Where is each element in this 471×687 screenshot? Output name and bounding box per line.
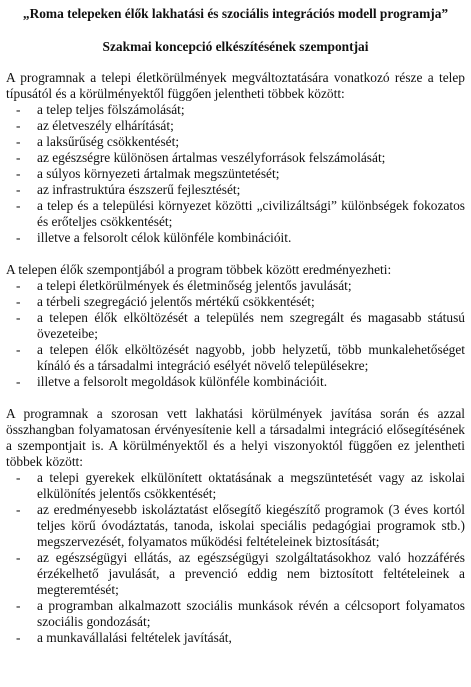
paragraph-gap [6, 246, 465, 262]
list-item-text: illetve a felsorolt megoldások különféle kombinációit. [37, 374, 328, 389]
list-item-text: a telep teljes fölszámolását; [37, 102, 185, 117]
section-1-intro: A programnak a telepi életkörülmények megváltoztatására vonatkozó része a telep típusától és a körülményektől függően jelentheti többek között: [6, 70, 465, 101]
section-2-intro: A telepen élők szempontjából a program többek között eredményezheti: [6, 262, 392, 277]
list-item [6, 230, 465, 246]
list-item [6, 294, 465, 310]
list-item-text: a súlyos környezeti ártalmak megszüntetését; [37, 166, 280, 181]
dash-bullet: - [16, 198, 21, 213]
list-item [6, 118, 465, 134]
list-item-text: a telepi életkörülmények és életminőség jelentős javulását; [37, 278, 352, 293]
list-item-text: a telepen élők elköltözését a település nem szegregált és magasabb státusú övezeteibe; [37, 310, 465, 341]
list-item [6, 310, 465, 342]
list-item [6, 150, 465, 166]
section-1-list [6, 102, 465, 246]
dash-bullet: - [16, 630, 21, 645]
list-item-text: az eredményesebb iskoláztatást elősegítő kiegészítő programok (3 éves kortól teljes körű óvodáztatás, tanoda, iskolai speciális pedagógiai programok stb.) megszervezését, folyamatos működési feltételeinek biztosítását; [37, 502, 465, 549]
dash-bullet: - [16, 598, 21, 613]
section-3-list [6, 470, 465, 646]
dash-bullet: - [16, 550, 21, 565]
document-subtitle: Szakmai koncepció elkészítésének szempontjai [102, 39, 369, 54]
dash-bullet: - [16, 310, 21, 325]
section-3-intro: A programnak a szorosan vett lakhatási körülmények javítása során és azzal összhangban folyamatosan érvényesítenie kell a társadalmi integráció elősegítésének a szempontjait is. A körülményektől és a helyi viszonyoktól függően ez jelentheti többek között: [6, 406, 465, 469]
list-item-text: az egészségügyi ellátás, az egészségügyi szolgáltatásokhoz való hozzáférés érzékelhető javulását, a prevenció eddig nem biztosított feltételeinek a megteremtését; [37, 550, 465, 597]
list-item [6, 630, 465, 646]
dash-bullet: - [16, 166, 21, 181]
list-item [6, 502, 465, 550]
document-title: „Roma telepeken élők lakhatási és szociális integrációs modell programja” [22, 6, 449, 21]
list-item-text: a programban alkalmazott szociális munkások révén a célcsoport folyamatos szociális gondozását; [37, 598, 465, 629]
dash-bullet: - [16, 502, 21, 517]
dash-bullet: - [16, 374, 21, 389]
dash-bullet: - [16, 230, 21, 245]
paragraph-gap [6, 390, 465, 406]
list-item [6, 102, 465, 118]
dash-bullet: - [16, 102, 21, 117]
dash-bullet: - [16, 342, 21, 357]
dash-bullet: - [16, 134, 21, 149]
list-item-text: az életveszély elhárítását; [37, 118, 174, 133]
list-item [6, 198, 465, 230]
list-item-text: a telepen élők elköltözését nagyobb, jobb helyzetű, több munkalehetőséget kínáló és a társadalmi integráció esélyét növelő településekre; [37, 342, 465, 373]
list-item [6, 166, 465, 182]
list-item-text: a térbeli szegregáció jelentős mértékű csökkentését; [37, 294, 315, 309]
list-item-text: a laksűrűség csökkentését; [37, 134, 180, 149]
list-item-text: a telepi gyerekek elkülönített oktatásának a megszüntetését vagy az iskolai elkülönítés jelentős csökkentését; [37, 470, 465, 501]
dash-bullet: - [16, 278, 21, 293]
list-item [6, 470, 465, 502]
list-item-text: a munkavállalási feltételek javítását, [37, 630, 232, 645]
list-item [6, 598, 465, 630]
list-item-text: az infrastruktúra észszerű fejlesztését; [37, 182, 241, 197]
list-item-text: a telep és a települési környezet közötti „civilizáltsági” különbségek fokozatos és erőteljes csökkentését; [37, 198, 465, 229]
list-item-text: az egészségre különösen ártalmas veszélyforrások felszámolását; [37, 150, 386, 165]
dash-bullet: - [16, 182, 21, 197]
section-2-list [6, 278, 465, 390]
list-item [6, 278, 465, 294]
list-item [6, 342, 465, 374]
list-item [6, 374, 465, 390]
list-item [6, 182, 465, 198]
list-item [6, 550, 465, 598]
dash-bullet: - [16, 118, 21, 133]
dash-bullet: - [16, 150, 21, 165]
dash-bullet: - [16, 294, 21, 309]
list-item [6, 134, 465, 150]
list-item-text: illetve a felsorolt célok különféle kombinációit. [37, 230, 292, 245]
dash-bullet: - [16, 470, 21, 485]
